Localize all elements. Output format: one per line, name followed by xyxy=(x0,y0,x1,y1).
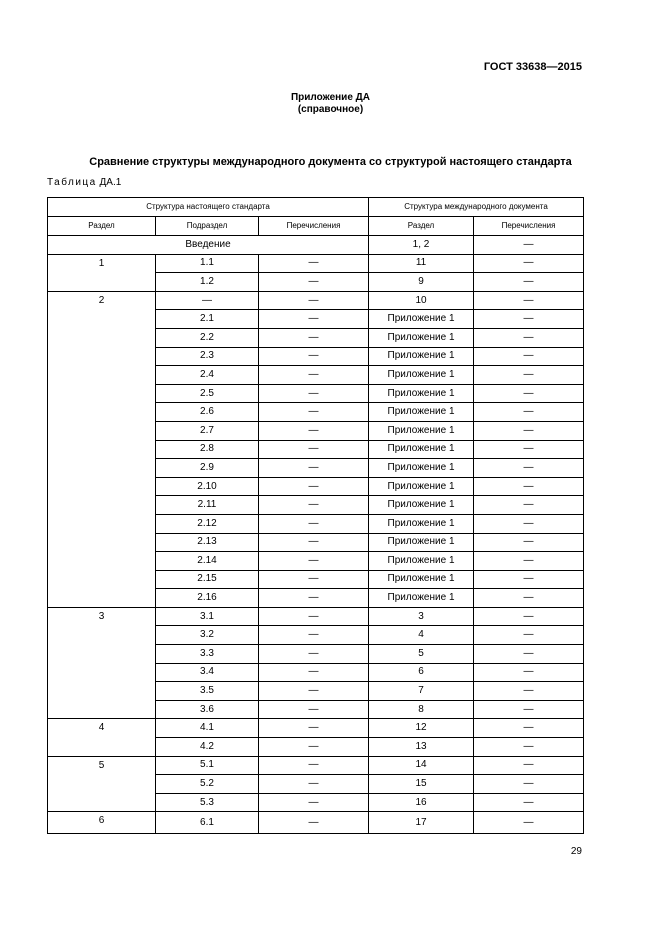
intl-listing-cell: — xyxy=(474,347,584,366)
subsection-cell: 2.3 xyxy=(156,347,259,366)
listing-cell: — xyxy=(259,719,369,738)
intl-listing-cell: — xyxy=(474,607,584,626)
subsection-cell: 2.13 xyxy=(156,533,259,552)
listing-cell: — xyxy=(259,310,369,329)
section-cell: 4 xyxy=(48,719,156,756)
intl-listing-cell: — xyxy=(474,700,584,719)
intl-section-cell: Приложение 1 xyxy=(369,440,474,459)
subsection-cell: 2.10 xyxy=(156,477,259,496)
intl-section-cell: Приложение 1 xyxy=(369,514,474,533)
intl-section-cell: 15 xyxy=(369,775,474,794)
col-intl-section-header: Раздел xyxy=(369,217,474,236)
listing-cell: — xyxy=(259,570,369,589)
intl-section-cell: Приложение 1 xyxy=(369,459,474,478)
listing-cell: — xyxy=(259,775,369,794)
intl-section-cell: 5 xyxy=(369,645,474,664)
col-section-header: Раздел xyxy=(48,217,156,236)
intl-section-cell: Приложение 1 xyxy=(369,310,474,329)
intl-listing-cell: — xyxy=(474,663,584,682)
listing-cell: — xyxy=(259,440,369,459)
group-left-header: Структура настоящего стандарта xyxy=(48,198,369,217)
intl-listing-cell: — xyxy=(474,328,584,347)
subsection-cell: 1.2 xyxy=(156,273,259,292)
intl-section-cell: 6 xyxy=(369,663,474,682)
intl-listing-cell: — xyxy=(474,384,584,403)
intl-listing-cell: — xyxy=(474,682,584,701)
listing-cell: — xyxy=(259,700,369,719)
table-row xyxy=(48,812,584,834)
subsection-cell: 3.2 xyxy=(156,626,259,645)
intl-section-cell: 8 xyxy=(369,700,474,719)
subsection-cell: 2.14 xyxy=(156,552,259,571)
intl-listing-cell: — xyxy=(474,291,584,310)
subsection-cell: 3.5 xyxy=(156,682,259,701)
appendix-subtitle: (справочное) xyxy=(297,104,364,115)
intl-listing-cell: — xyxy=(474,793,584,812)
header-row-groups xyxy=(48,198,584,217)
col-subsection-header: Подраздел xyxy=(156,217,259,236)
intl-section-cell: Приложение 1 xyxy=(369,589,474,608)
intl-section-cell: Приложение 1 xyxy=(369,552,474,571)
listing-cell: — xyxy=(259,738,369,757)
intl-listing-cell: — xyxy=(474,496,584,515)
subsection-cell: 3.1 xyxy=(156,607,259,626)
listing-cell: — xyxy=(259,514,369,533)
intl-listing-cell: — xyxy=(474,459,584,478)
subsection-cell: 2.9 xyxy=(156,459,259,478)
listing-cell: — xyxy=(259,812,369,834)
intl-section-cell: Приложение 1 xyxy=(369,477,474,496)
subsection-cell: 2.7 xyxy=(156,421,259,440)
standard-number: ГОСТ 33638—2015 xyxy=(483,61,582,73)
intl-listing-cell: — xyxy=(474,775,584,794)
subsection-cell: 5.1 xyxy=(156,756,259,775)
subsection-cell: 3.3 xyxy=(156,645,259,664)
intro-row xyxy=(48,236,584,255)
intl-section-cell: Приложение 1 xyxy=(369,403,474,422)
section-cell: 3 xyxy=(48,607,156,719)
table-caption xyxy=(47,177,121,188)
comparison-table xyxy=(47,197,584,834)
table-row xyxy=(48,291,584,310)
intl-section-cell: Приложение 1 xyxy=(369,533,474,552)
subsection-cell: 2.11 xyxy=(156,496,259,515)
listing-cell: — xyxy=(259,589,369,608)
intl-section-cell: Приложение 1 xyxy=(369,496,474,515)
subsection-cell: 6.1 xyxy=(156,812,259,834)
subsection-cell: 5.3 xyxy=(156,793,259,812)
subsection-cell: 2.4 xyxy=(156,366,259,385)
listing-cell: — xyxy=(259,533,369,552)
intl-listing-cell: — xyxy=(474,477,584,496)
intro-intl-listing: — xyxy=(474,236,584,255)
section-cell: 6 xyxy=(48,812,156,834)
listing-cell: — xyxy=(259,421,369,440)
intl-listing-cell: — xyxy=(474,440,584,459)
section-cell: 1 xyxy=(48,254,156,291)
listing-cell: — xyxy=(259,682,369,701)
intl-listing-cell: — xyxy=(474,421,584,440)
listing-cell: — xyxy=(259,645,369,664)
intl-section-cell: Приложение 1 xyxy=(369,570,474,589)
intl-section-cell: Приложение 1 xyxy=(369,328,474,347)
subsection-cell: 2.1 xyxy=(156,310,259,329)
listing-cell: — xyxy=(259,384,369,403)
table-row xyxy=(48,254,584,273)
intl-listing-cell: — xyxy=(474,310,584,329)
listing-cell: — xyxy=(259,403,369,422)
intl-section-cell: 3 xyxy=(369,607,474,626)
listing-cell: — xyxy=(259,626,369,645)
intl-listing-cell: — xyxy=(474,514,584,533)
listing-cell: — xyxy=(259,254,369,273)
listing-cell: — xyxy=(259,459,369,478)
subsection-cell: 3.6 xyxy=(156,700,259,719)
listing-cell: — xyxy=(259,347,369,366)
listing-cell: — xyxy=(259,273,369,292)
subsection-cell: 5.2 xyxy=(156,775,259,794)
col-intl-listing-header: Перечисления xyxy=(474,217,584,236)
section-cell: 5 xyxy=(48,756,156,812)
intl-listing-cell: — xyxy=(474,403,584,422)
intl-section-cell: 9 xyxy=(369,273,474,292)
subsection-cell: 1.1 xyxy=(156,254,259,273)
intl-listing-cell: — xyxy=(474,552,584,571)
section-cell: 2 xyxy=(48,291,156,607)
listing-cell: — xyxy=(259,366,369,385)
table-row xyxy=(48,719,584,738)
intl-section-cell: 17 xyxy=(369,812,474,834)
page-number: 29 xyxy=(570,846,582,857)
intl-listing-cell: — xyxy=(474,254,584,273)
intl-section-cell: Приложение 1 xyxy=(369,421,474,440)
intl-listing-cell: — xyxy=(474,626,584,645)
table-row xyxy=(48,607,584,626)
intl-listing-cell: — xyxy=(474,273,584,292)
appendix-title: Приложение ДА xyxy=(290,92,371,103)
caption-number: ДА.1 xyxy=(99,177,122,188)
intl-section-cell: 7 xyxy=(369,682,474,701)
intl-section-cell: 12 xyxy=(369,719,474,738)
intl-listing-cell: — xyxy=(474,738,584,757)
subsection-cell: 2.2 xyxy=(156,328,259,347)
intl-listing-cell: — xyxy=(474,645,584,664)
intl-section-cell: 16 xyxy=(369,793,474,812)
table-body xyxy=(48,198,584,834)
intl-listing-cell: — xyxy=(474,533,584,552)
subsection-cell: 2.12 xyxy=(156,514,259,533)
listing-cell: — xyxy=(259,756,369,775)
subsection-cell: — xyxy=(156,291,259,310)
subsection-cell: 2.16 xyxy=(156,589,259,608)
listing-cell: — xyxy=(259,477,369,496)
listing-cell: — xyxy=(259,328,369,347)
intl-listing-cell: — xyxy=(474,812,584,834)
intl-section-cell: 13 xyxy=(369,738,474,757)
intl-section-cell: 4 xyxy=(369,626,474,645)
intl-listing-cell: — xyxy=(474,756,584,775)
table-heading: Сравнение структуры международного документа со структурой настоящего стандарта xyxy=(89,156,572,168)
group-right-header: Структура международного документа xyxy=(369,198,584,217)
header-row-columns xyxy=(48,217,584,236)
intl-section-cell: Приложение 1 xyxy=(369,384,474,403)
intl-section-cell: 14 xyxy=(369,756,474,775)
listing-cell: — xyxy=(259,291,369,310)
intl-listing-cell: — xyxy=(474,570,584,589)
table-row xyxy=(48,756,584,775)
subsection-cell: 2.8 xyxy=(156,440,259,459)
subsection-cell: 3.4 xyxy=(156,663,259,682)
intl-section-cell: 10 xyxy=(369,291,474,310)
intl-listing-cell: — xyxy=(474,719,584,738)
listing-cell: — xyxy=(259,496,369,515)
listing-cell: — xyxy=(259,793,369,812)
subsection-cell: 4.1 xyxy=(156,719,259,738)
subsection-cell: 2.15 xyxy=(156,570,259,589)
subsection-cell: 2.6 xyxy=(156,403,259,422)
intl-section-cell: 11 xyxy=(369,254,474,273)
intro-label: Введение xyxy=(48,236,369,255)
intro-intl-section: 1, 2 xyxy=(369,236,474,255)
intl-section-cell: Приложение 1 xyxy=(369,366,474,385)
listing-cell: — xyxy=(259,663,369,682)
subsection-cell: 4.2 xyxy=(156,738,259,757)
intl-section-cell: Приложение 1 xyxy=(369,347,474,366)
col-listing-header: Перечисления xyxy=(259,217,369,236)
intl-listing-cell: — xyxy=(474,589,584,608)
listing-cell: — xyxy=(259,607,369,626)
caption-label: Таблица xyxy=(47,177,97,188)
intl-listing-cell: — xyxy=(474,366,584,385)
subsection-cell: 2.5 xyxy=(156,384,259,403)
listing-cell: — xyxy=(259,552,369,571)
